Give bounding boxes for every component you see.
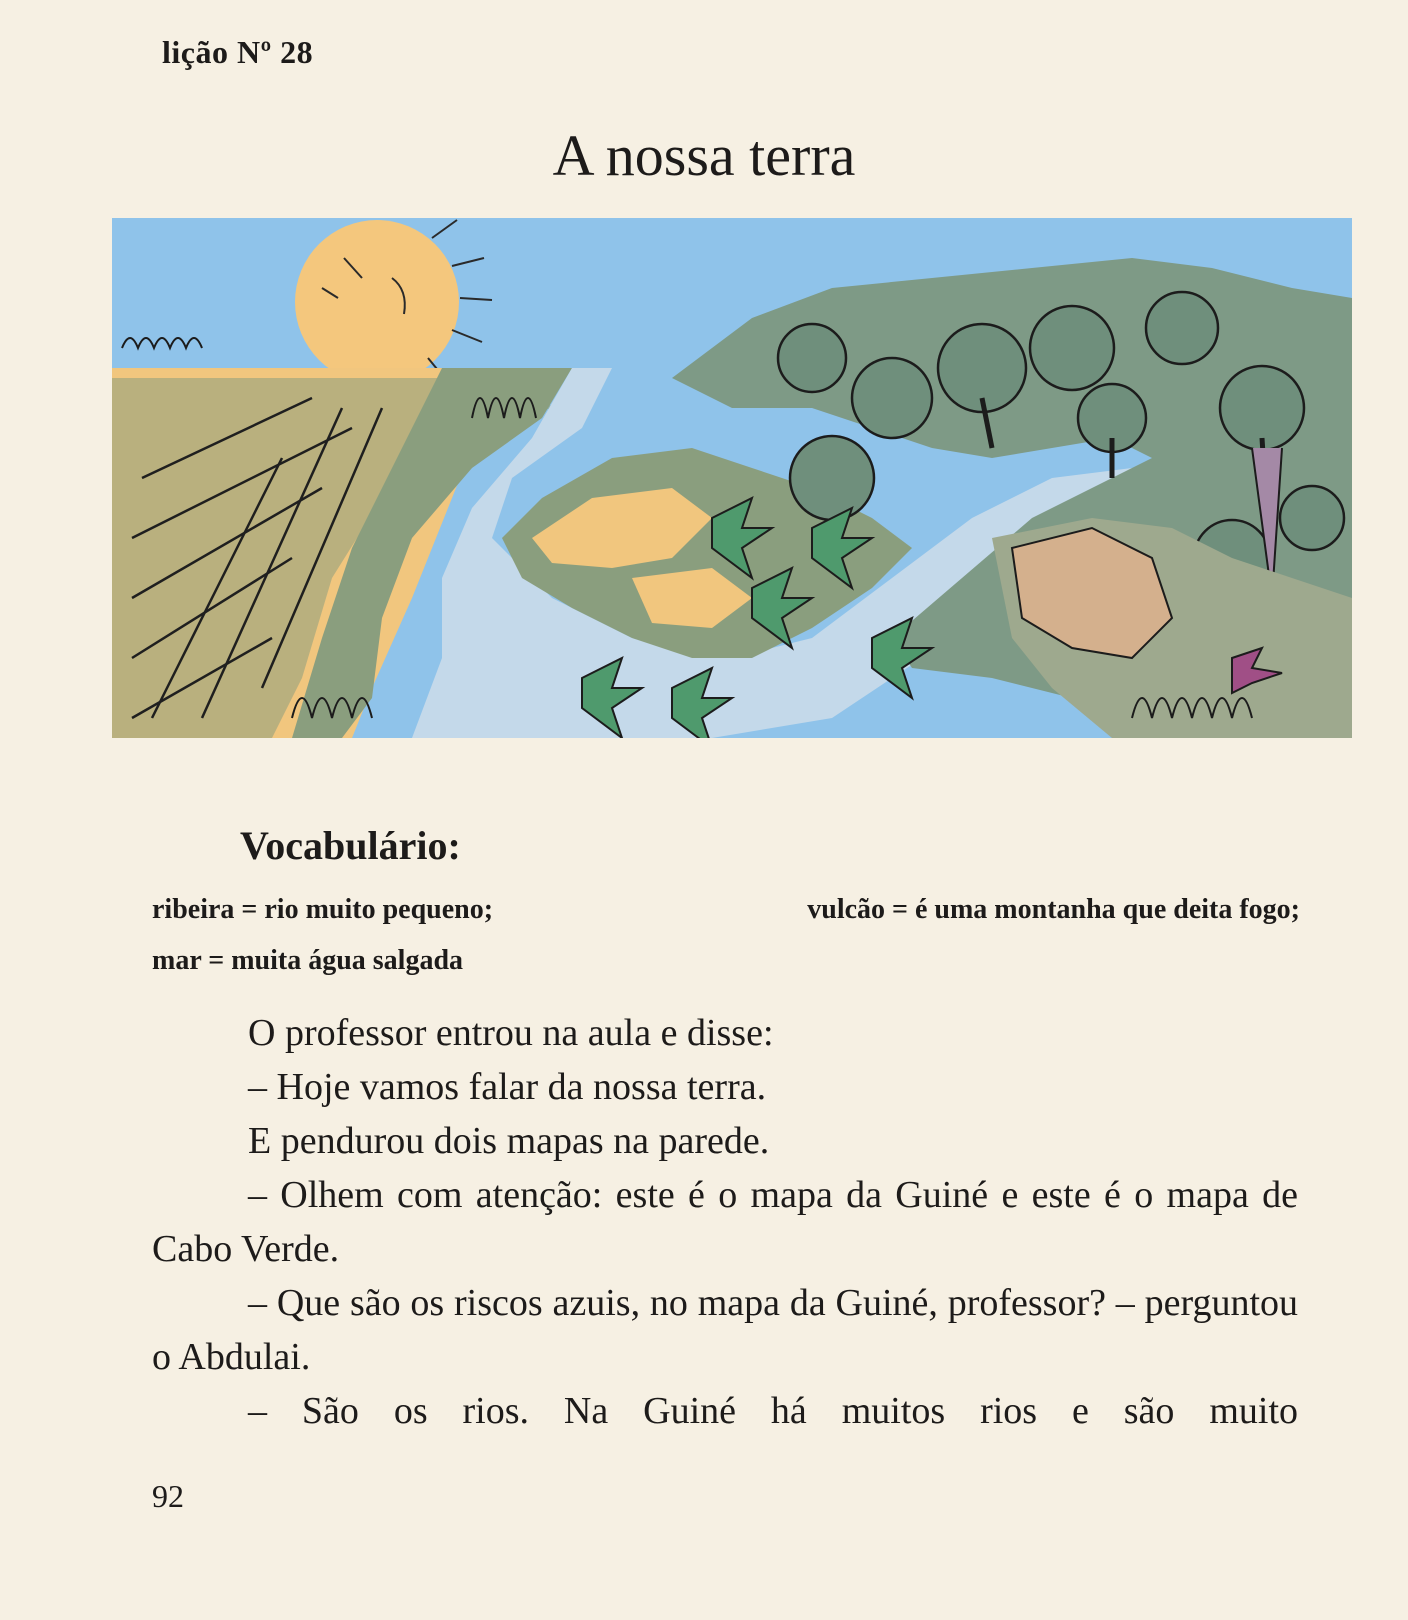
vocabulary-entry-ribeira: ribeira = rio muito pequeno; [152,894,494,925]
paragraph: E pendurou dois mapas na parede. [248,1120,770,1162]
paragraph: O professor entrou na aula e disse: [248,1012,774,1054]
vocabulary-heading: Vocabulário: [240,823,461,868]
lesson-number: lição Nº 28 [162,34,314,70]
paragraph: – Hoje vamos falar da nossa terra. [248,1066,767,1108]
paragraph: – Olhem com atenção: este é o mapa da Guiné e este é o mapa de Cabo Verde. [152,1174,1298,1270]
vocabulary-entry-vulcao: vulcão = é uma montanha que deita fogo; [807,894,1300,925]
landscape-illustration [112,218,1352,790]
page-number: 92 [152,1478,184,1514]
page-title: A nossa terra [552,123,856,188]
vocabulary-entry-mar: mar = muita água salgada [152,945,464,976]
paragraph: – São os rios. Na Guiné há muitos rios e são muito [248,1390,1298,1432]
lesson-text [152,1006,1298,1438]
vocabulary-line-1 [152,894,1300,926]
paragraph: – Que são os riscos azuis, no mapa da Guiné, professor? – perguntou o Abdulai. [152,1282,1298,1378]
